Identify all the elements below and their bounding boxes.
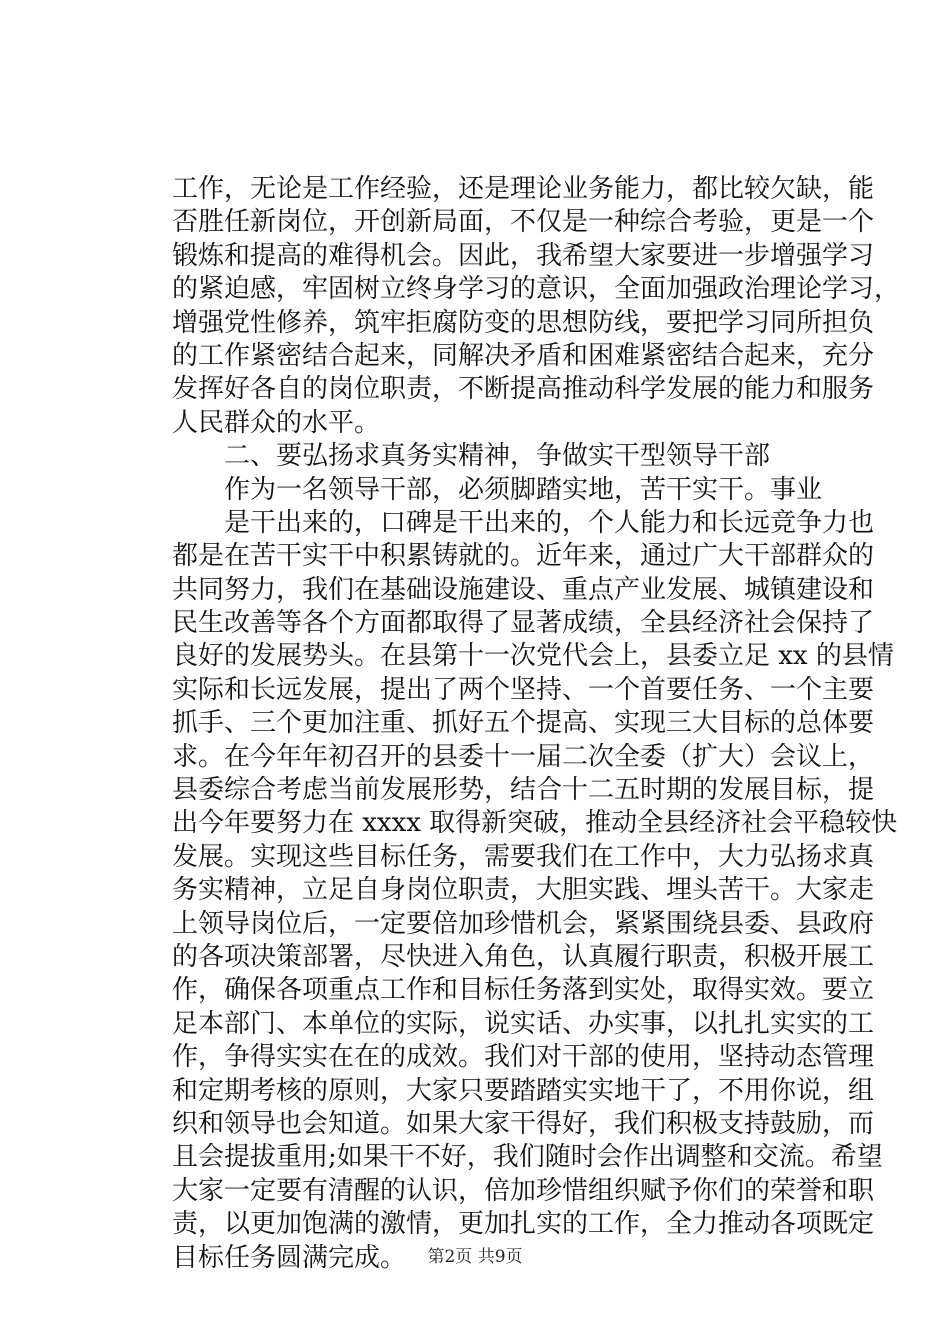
text-line: 织和领导也会知道。如果大家干得好，我们积极支持鼓励，而	[172, 1108, 875, 1139]
text-line: 发展。实现这些目标任务，需要我们在工作中，大力弘扬求真	[172, 841, 875, 872]
section-heading: 二、要弘扬求真务实精神，争做实干型领导干部	[224, 441, 771, 472]
text-line: 实际和长远发展，提出了两个坚持、一个首要任务、一个主要	[172, 674, 875, 705]
text-line: 和定期考核的原则，大家只要踏踏实实地干了，不用你说，组	[172, 1075, 875, 1106]
text-line: 足本部门、本单位的实际，说实话、办实事，以扎扎实实的工	[172, 1008, 875, 1039]
text-line: 作为一名领导干部，必须脚踏实地，苦干实干。事业	[224, 474, 823, 505]
text-line: 良好的发展势头。在县第十一次党代会上，县委立足 xx 的县情	[172, 641, 894, 672]
text-line: 共同努力，我们在基础设施建设、重点产业发展、城镇建设和	[172, 574, 875, 605]
text-line: 人民群众的水平。	[172, 407, 381, 438]
text-line: 增强党性修养，筑牢拒腐防变的思想防线，要把学习同所担负	[172, 307, 875, 338]
text-line: 抓手、三个更加注重、抓好五个提高、实现三大目标的总体要	[172, 708, 875, 739]
text-line: 发挥好各自的岗位职责，不断提高推动科学发展的能力和服务	[172, 374, 875, 405]
text-line: 出今年要努力在 xxxx 取得新突破，推动全县经济社会平稳较快	[172, 808, 898, 839]
text-line: 工作，无论是工作经验，还是理论业务能力，都比较欠缺，能	[172, 174, 875, 204]
text-line: 县委综合考虑当前发展形势，结合十二五时期的发展目标，提	[172, 775, 875, 806]
text-line: 的紧迫感，牢固树立终身学习的意识，全面加强政治理论学习，	[172, 274, 901, 305]
text-line: 目标任务圆满完成。	[172, 1242, 407, 1273]
body-text	[172, 173, 901, 1275]
text-line: 上领导岗位后，一定要倍加珍惜机会，紧紧围绕县委、县政府	[172, 908, 875, 939]
text-line: 责，以更加饱满的激情，更加扎实的工作，全力推动各项既定	[172, 1209, 875, 1240]
text-line: 民生改善等各个方面都取得了显著成绩，全县经济社会保持了	[172, 608, 875, 639]
text-line: 都是在苦干实干中积累铸就的。近年来，通过广大干部群众的	[172, 541, 875, 572]
page-footer: 第2页 共9页	[427, 1247, 523, 1267]
text-line: 锻炼和提高的难得机会。因此，我希望大家要进一步增强学习	[172, 240, 875, 271]
text-line: 的工作紧密结合起来，同解决矛盾和困难紧密结合起来，充分	[172, 340, 875, 371]
text-line: 作，争得实实在在的成效。我们对干部的使用，坚持动态管理	[172, 1042, 875, 1073]
text-line: 否胜任新岗位，开创新局面，不仅是一种综合考验，更是一个	[172, 207, 875, 238]
text-line: 作，确保各项重点工作和目标任务落到实处，取得实效。要立	[172, 975, 875, 1006]
text-line: 务实精神，立足自身岗位职责，大胆实践、埋头苦干。大家走	[172, 875, 875, 906]
text-line: 是干出来的，口碑是干出来的，个人能力和长远竞争力也	[224, 507, 875, 538]
text-line: 的各项决策部署，尽快进入角色，认真履行职责，积极开展工	[172, 941, 875, 972]
text-line: 大家一定要有清醒的认识，倍加珍惜组织赋予你们的荣誉和职	[172, 1175, 875, 1206]
text-line: 求。在今年年初召开的县委十一届二次全委（扩大）会议上，	[172, 741, 875, 772]
text-line: 且会提拔重用;如果干不好，我们随时会作出调整和交流。希望	[172, 1142, 883, 1173]
